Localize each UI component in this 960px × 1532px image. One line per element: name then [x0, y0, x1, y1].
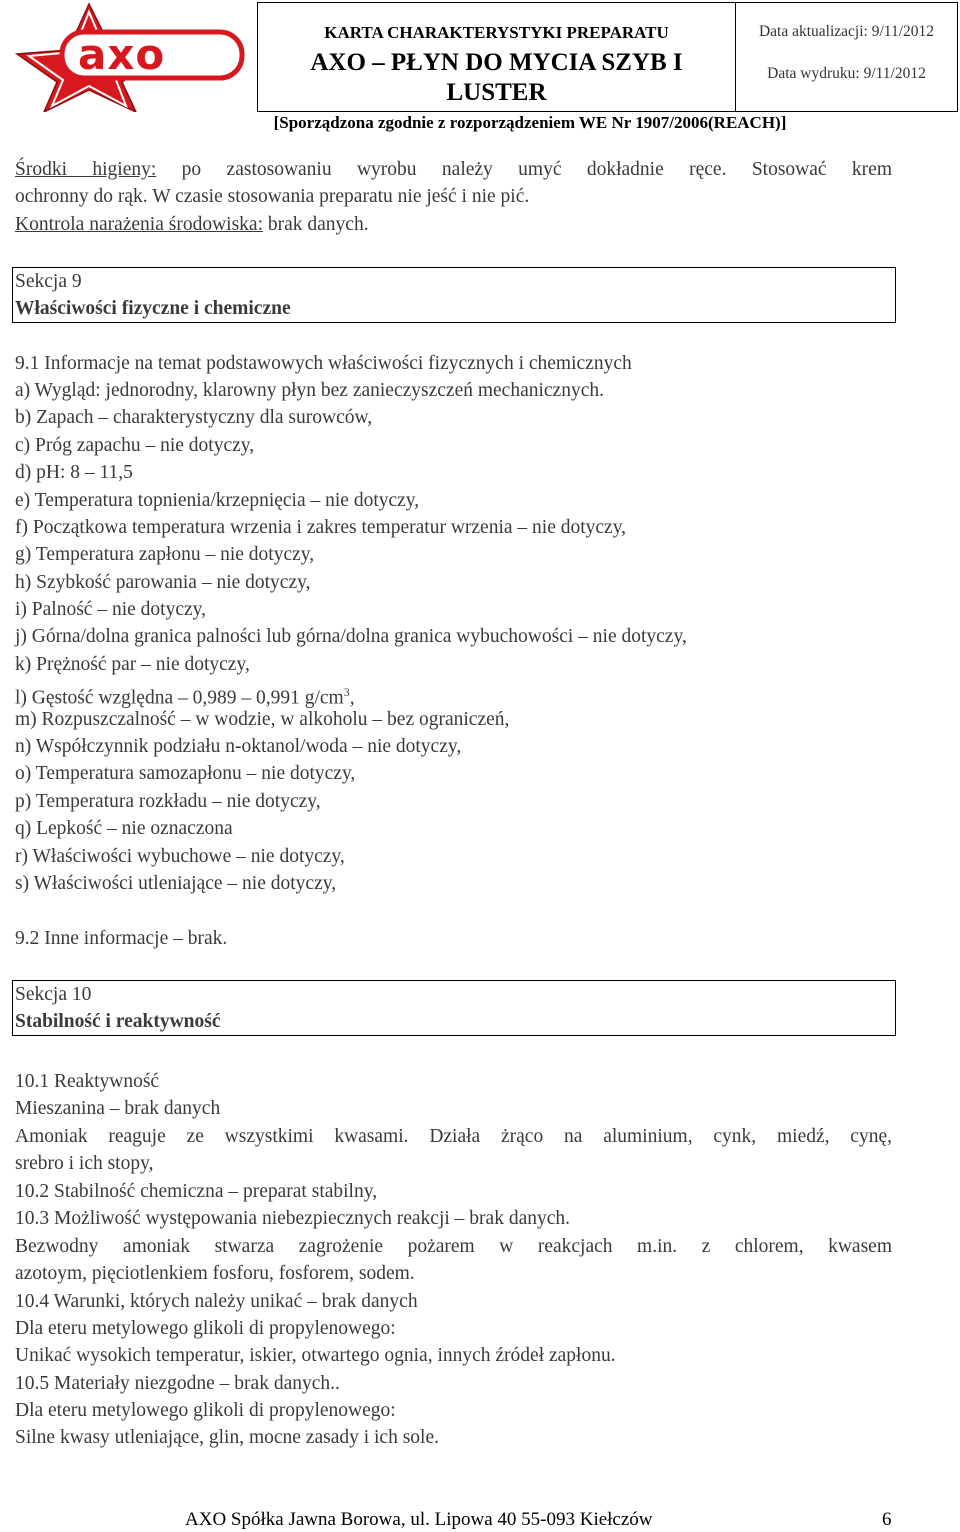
property-text: i) Palność – nie dotyczy,	[15, 599, 206, 620]
regulation-note: [Sporządzona zgodnie z rozporządzeniem WE Nr 1907/2006(REACH)]	[273, 113, 787, 132]
property-item	[15, 625, 687, 649]
header-logo-box	[2, 2, 257, 112]
section10-line: azotoym, pięciotlenkiem fosforu, fosforem, sodem.	[15, 1263, 415, 1284]
property-item	[15, 461, 133, 485]
property-text: q) Lepkość – nie oznaczona	[15, 818, 233, 839]
doc-type: KARTA CHARAKTERYSTYKI PREPARATU	[324, 23, 669, 42]
property-text: h) Szybkość parowania – nie dotyczy,	[15, 572, 311, 593]
property-item	[15, 845, 345, 869]
section10-line: 10.2 Stabilność chemiczna – preparat stabilny,	[15, 1181, 378, 1202]
density-unit-superscript: 3	[343, 685, 350, 699]
section10-title: Stabilność i reaktywność	[15, 1011, 221, 1032]
header-dates-box	[735, 2, 958, 112]
property-text: n) Współczynnik podziału n-oktanol/woda – nie dotyczy,	[15, 736, 462, 757]
print-date-row	[736, 65, 957, 83]
section10-line: Unikać wysokich temperatur, iskier, otwartego ognia, innych źródeł zapłonu.	[15, 1345, 616, 1366]
property-text: o) Temperatura samozapłonu – nie dotyczy,	[15, 763, 356, 784]
property-text: k) Prężność par – nie dotyczy,	[15, 654, 250, 675]
property-item	[15, 489, 419, 513]
footer-address: AXO Spółka Jawna Borowa, ul. Lipowa 40 55-093 Kiełczów	[185, 1509, 653, 1530]
section10-line: Dla eteru metylowego glikoli di propylenowego:	[15, 1318, 396, 1339]
property-item	[15, 571, 310, 595]
print-date-value: 9/11/2012	[863, 65, 926, 82]
property-text: j) Górna/dolna granica palności lub górna/dolna granica wybuchowości – nie dotyczy,	[15, 626, 687, 647]
env-line	[15, 213, 369, 237]
section9-heading: 9.1 Informacje na temat podstawowych właściwości fizycznych i chemicznych	[15, 353, 632, 374]
hygiene-line-1	[15, 158, 892, 182]
product-name-line1: AXO – PŁYN DO MYCIA SZYB I	[310, 49, 683, 76]
logo-text: axo	[78, 30, 166, 79]
section10-line: Silne kwasy utleniające, glin, mocne zasady i ich sole.	[15, 1427, 440, 1448]
property-text: b) Zapach – charakterystyczny dla surowców,	[15, 407, 373, 428]
property-item	[15, 708, 509, 732]
section9-title: Właściwości fizyczne i chemiczne	[15, 298, 291, 319]
density-tail: ,	[349, 687, 355, 709]
property-text: m) Rozpuszczalność – w wodzie, w alkoholu – bez ograniczeń,	[15, 709, 510, 730]
property-item	[15, 735, 461, 759]
env-label: Kontrola narażenia środowiska:	[15, 214, 263, 235]
section10-line: 10.4 Warunki, których należy unikać – brak danych	[15, 1291, 418, 1312]
hygiene-label: Środki higieny:	[15, 159, 157, 180]
property-text: d) pH: 8 – 11,5	[15, 462, 133, 483]
header-title-box	[257, 2, 735, 112]
update-date-value: 9/11/2012	[871, 23, 935, 40]
section9-other-info: 9.2 Inne informacje – brak.	[15, 928, 228, 949]
property-item	[15, 598, 206, 622]
property-item	[15, 434, 254, 458]
update-date-row	[736, 23, 957, 41]
property-text: p) Temperatura rozkładu – nie dotyczy,	[15, 791, 321, 812]
property-text: f) Początkowa temperatura wrzenia i zakres temperatur wrzenia – nie dotyczy,	[15, 517, 627, 538]
property-text: e) Temperatura topnienia/krzepnięcia – nie dotyczy,	[15, 490, 420, 511]
property-text: a) Wygląd: jednorodny, klarowny płyn bez zanieczyszczeń mechanicznych.	[15, 380, 604, 401]
property-item	[15, 790, 321, 814]
section10-line: 10.1 Reaktywność	[15, 1071, 160, 1092]
property-item	[15, 406, 372, 430]
section9-number: Sekcja 9	[15, 271, 82, 292]
section10-number: Sekcja 10	[15, 984, 92, 1005]
env-text: brak danych.	[267, 214, 369, 235]
section10-line: Bezwodny amoniak stwarza zagrożenie pożarem w reakcjach m.in. z chlorem, kwasem	[15, 1236, 892, 1257]
section10-line: srebro i ich stopy,	[15, 1153, 154, 1174]
product-name-line2: LUSTER	[446, 79, 547, 106]
property-text: g) Temperatura zapłonu – nie dotyczy,	[15, 544, 315, 565]
hygiene-text-1: po zastosowaniu wyrobu należy umyć dokładnie ręce. Stosować krem	[181, 159, 893, 180]
section10-line: Mieszanina – brak danych	[15, 1098, 221, 1119]
property-item	[15, 762, 355, 786]
section10-line: Amoniak reaguje ze wszystkimi kwasami. Działa żrąco na aluminium, cynk, miedź, cynę,	[15, 1126, 892, 1147]
property-text: l) Gęstość względna – 0,989 – 0,991 g/cm	[15, 687, 344, 709]
section10-line: 10.5 Materiały niezgodne – brak danych..	[15, 1373, 340, 1394]
update-date-label: Data aktualizacji:	[758, 23, 868, 40]
property-item	[15, 543, 314, 567]
section10-line: 10.3 Możliwość występowania niebezpiecznych reakcji – brak danych.	[15, 1208, 571, 1229]
property-text: s) Właściwości utleniające – nie dotyczy,	[15, 873, 337, 894]
property-item	[15, 680, 355, 711]
property-item	[15, 872, 336, 896]
property-text: r) Właściwości wybuchowe – nie dotyczy,	[15, 846, 345, 867]
property-text: c) Próg zapachu – nie dotyczy,	[15, 435, 255, 456]
property-item	[15, 379, 604, 403]
property-item	[15, 653, 250, 677]
property-item	[15, 817, 233, 841]
property-item	[15, 516, 626, 540]
hygiene-line-2: ochronny do rąk. W czasie stosowania preparatu nie jeść i nie pić.	[15, 186, 530, 207]
footer-page-number: 6	[882, 1509, 892, 1530]
section10-line: Dla eteru metylowego glikoli di propylenowego:	[15, 1400, 396, 1421]
print-date-label: Data wydruku:	[767, 65, 860, 82]
